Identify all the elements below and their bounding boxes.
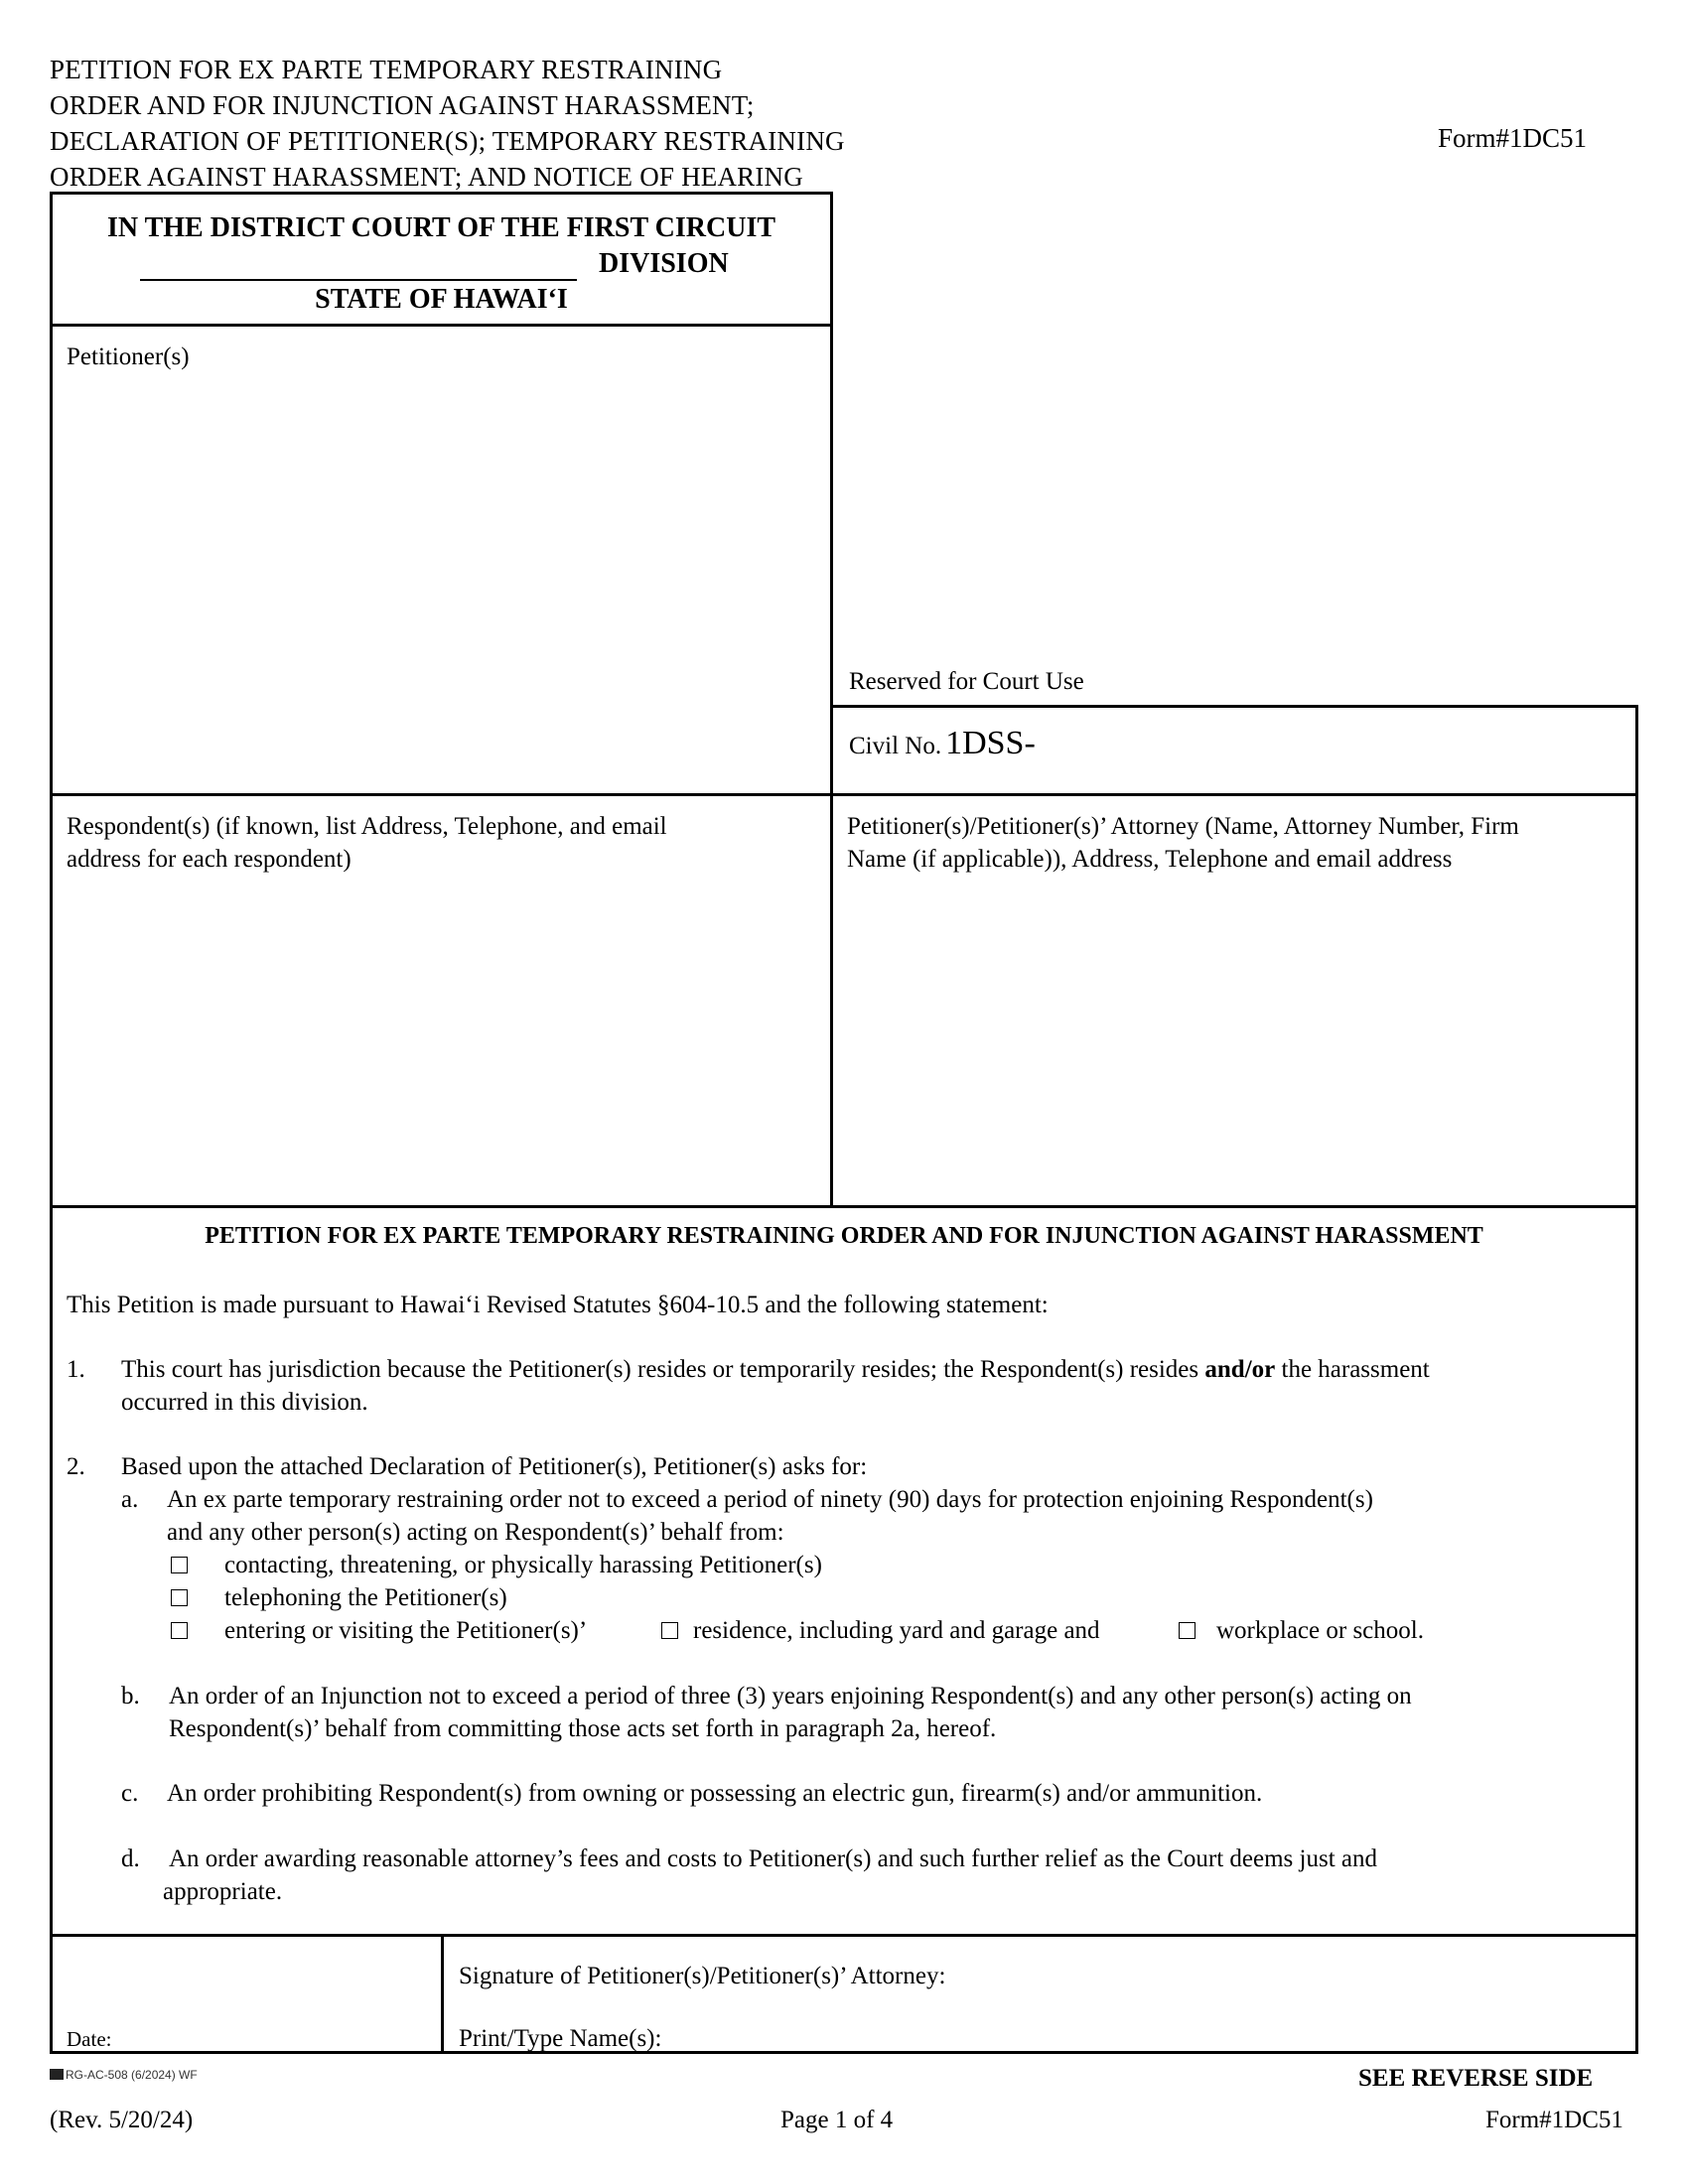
attorney-label-line: Petitioner(s)/Petitioner(s)’ Attorney (Name, Attorney Number, Firm xyxy=(847,813,1519,840)
item-2b-line2: Respondent(s)’ behalf from committing those acts set forth in paragraph 2a, hereof. xyxy=(169,1715,997,1742)
division-label: DIVISION xyxy=(599,248,729,279)
checkbox-contacting[interactable] xyxy=(171,1557,188,1573)
form-title-line: ORDER AGAINST HARASSMENT; AND NOTICE OF HEARING xyxy=(50,162,803,192)
civil-number-prefix: 1DSS- xyxy=(945,725,1036,761)
petition-heading: PETITION FOR EX PARTE TEMPORARY RESTRAINING ORDER AND FOR INJUNCTION AGAINST HARASSMENT xyxy=(205,1223,1483,1249)
form-title-line: ORDER AND FOR INJUNCTION AGAINST HARASSMENT; xyxy=(50,90,755,120)
item-1-text-line2: occurred in this division. xyxy=(121,1389,368,1416)
reserved-for-court-use-label: Reserved for Court Use xyxy=(849,668,1084,695)
option-contacting-label: contacting, threatening, or physically harassing Petitioner(s) xyxy=(224,1552,822,1578)
checkbox-telephoning[interactable] xyxy=(171,1589,188,1606)
option-residence[interactable] xyxy=(661,1614,1100,1647)
court-state: STATE OF HAWAI‘I xyxy=(315,284,568,315)
item-1-text xyxy=(121,1353,1620,1419)
item-2b-text xyxy=(169,1680,1412,1745)
item-2a-line1: An ex parte temporary restraining order not to exceed a period of ninety (90) days for protection enjoining Respondent(s) xyxy=(167,1486,1373,1513)
item-2b-line1: An order of an Injunction not to exceed a period of three (3) years enjoining Respondent(s) and any other person(s) acting on xyxy=(169,1683,1412,1709)
item-2a-letter: a. xyxy=(121,1486,139,1513)
checkbox-residence[interactable] xyxy=(661,1622,678,1639)
option-workplace[interactable] xyxy=(1179,1614,1424,1647)
division-line xyxy=(53,246,830,282)
item-1-number: 1. xyxy=(67,1356,85,1383)
civil-number-label: Civil No. xyxy=(849,733,942,759)
item-2d-text xyxy=(163,1843,1377,1908)
petition-intro: This Petition is made pursuant to Hawai‘i Revised Statutes §604-10.5 and the following statement: xyxy=(67,1292,1049,1318)
court-name: IN THE DISTRICT COURT OF THE FIRST CIRCUIT xyxy=(106,212,776,243)
division-blank[interactable] xyxy=(140,279,577,281)
accessibility-icon xyxy=(50,2069,64,2080)
revision-date: (Rev. 5/20/24) xyxy=(50,2107,194,2133)
item-2a-line2: and any other person(s) acting on Respondent(s)’ behalf from: xyxy=(167,1519,784,1546)
petitioners-box[interactable] xyxy=(50,324,833,796)
item-2d-letter: d. xyxy=(121,1845,140,1872)
form-code-text: RG-AC-508 (6/2024) WF xyxy=(66,2068,198,2082)
form-title xyxy=(50,52,845,195)
option-residence-label: residence, including yard and garage and xyxy=(693,1617,1100,1644)
item-2-text: Based upon the attached Declaration of Petitioner(s), Petitioner(s) asks for: xyxy=(121,1453,868,1480)
attorney-label xyxy=(847,810,1631,876)
form-code xyxy=(50,2068,198,2082)
option-contacting[interactable] xyxy=(171,1549,822,1581)
petitioners-label: Petitioner(s) xyxy=(67,343,190,370)
print-name-label: Print/Type Name(s): xyxy=(459,2025,662,2052)
civil-number xyxy=(849,725,1036,762)
item-1-text-a: This court has jurisdiction because the Petitioner(s) resides or temporarily resides; the Respondent(s) resides xyxy=(121,1356,1205,1383)
item-2d-line2: appropriate. xyxy=(163,1878,283,1905)
form-number-bottom: Form#1DC51 xyxy=(1485,2107,1623,2133)
option-telephoning[interactable] xyxy=(171,1581,507,1614)
item-1-text-bold: and/or xyxy=(1204,1356,1276,1383)
attorney-label-line: Name (if applicable)), Address, Telephone and email address xyxy=(847,846,1453,873)
respondents-label-line: Respondent(s) (if known, list Address, Telephone, and email xyxy=(67,813,667,840)
option-workplace-label: workplace or school. xyxy=(1216,1617,1424,1644)
respondents-label xyxy=(67,810,821,876)
checkbox-entering[interactable] xyxy=(171,1622,188,1639)
item-2b-letter: b. xyxy=(121,1683,140,1709)
item-2c-text: An order prohibiting Respondent(s) from owning or possessing an electric gun, firearm(s) and/or ammunition. xyxy=(167,1780,1263,1807)
item-1-text-b: the harassment xyxy=(1275,1356,1430,1383)
item-2d-line1: An order awarding reasonable attorney’s fees and costs to Petitioner(s) and such further relief as the Court deems just and xyxy=(169,1845,1377,1872)
date-label: Date: xyxy=(67,2027,112,2051)
see-reverse-side: SEE REVERSE SIDE xyxy=(1358,2065,1594,2092)
option-entering[interactable] xyxy=(171,1614,588,1647)
form-title-line: PETITION FOR EX PARTE TEMPORARY RESTRAINING xyxy=(50,55,723,84)
respondents-label-line: address for each respondent) xyxy=(67,846,352,873)
page-number: Page 1 of 4 xyxy=(780,2107,894,2133)
option-entering-label: entering or visiting the Petitioner(s)’ xyxy=(224,1617,588,1644)
court-caption xyxy=(53,210,830,318)
item-2a-text xyxy=(167,1483,1373,1549)
item-2-number: 2. xyxy=(67,1453,85,1480)
form-title-line: DECLARATION OF PETITIONER(S); TEMPORARY RESTRAINING xyxy=(50,126,845,156)
form-number-top: Form#1DC51 xyxy=(1438,123,1588,153)
checkbox-workplace[interactable] xyxy=(1179,1622,1196,1639)
signature-label: Signature of Petitioner(s)/Petitioner(s)’ Attorney: xyxy=(459,1963,946,1989)
item-2c-letter: c. xyxy=(121,1780,139,1807)
option-telephoning-label: telephoning the Petitioner(s) xyxy=(224,1584,507,1611)
